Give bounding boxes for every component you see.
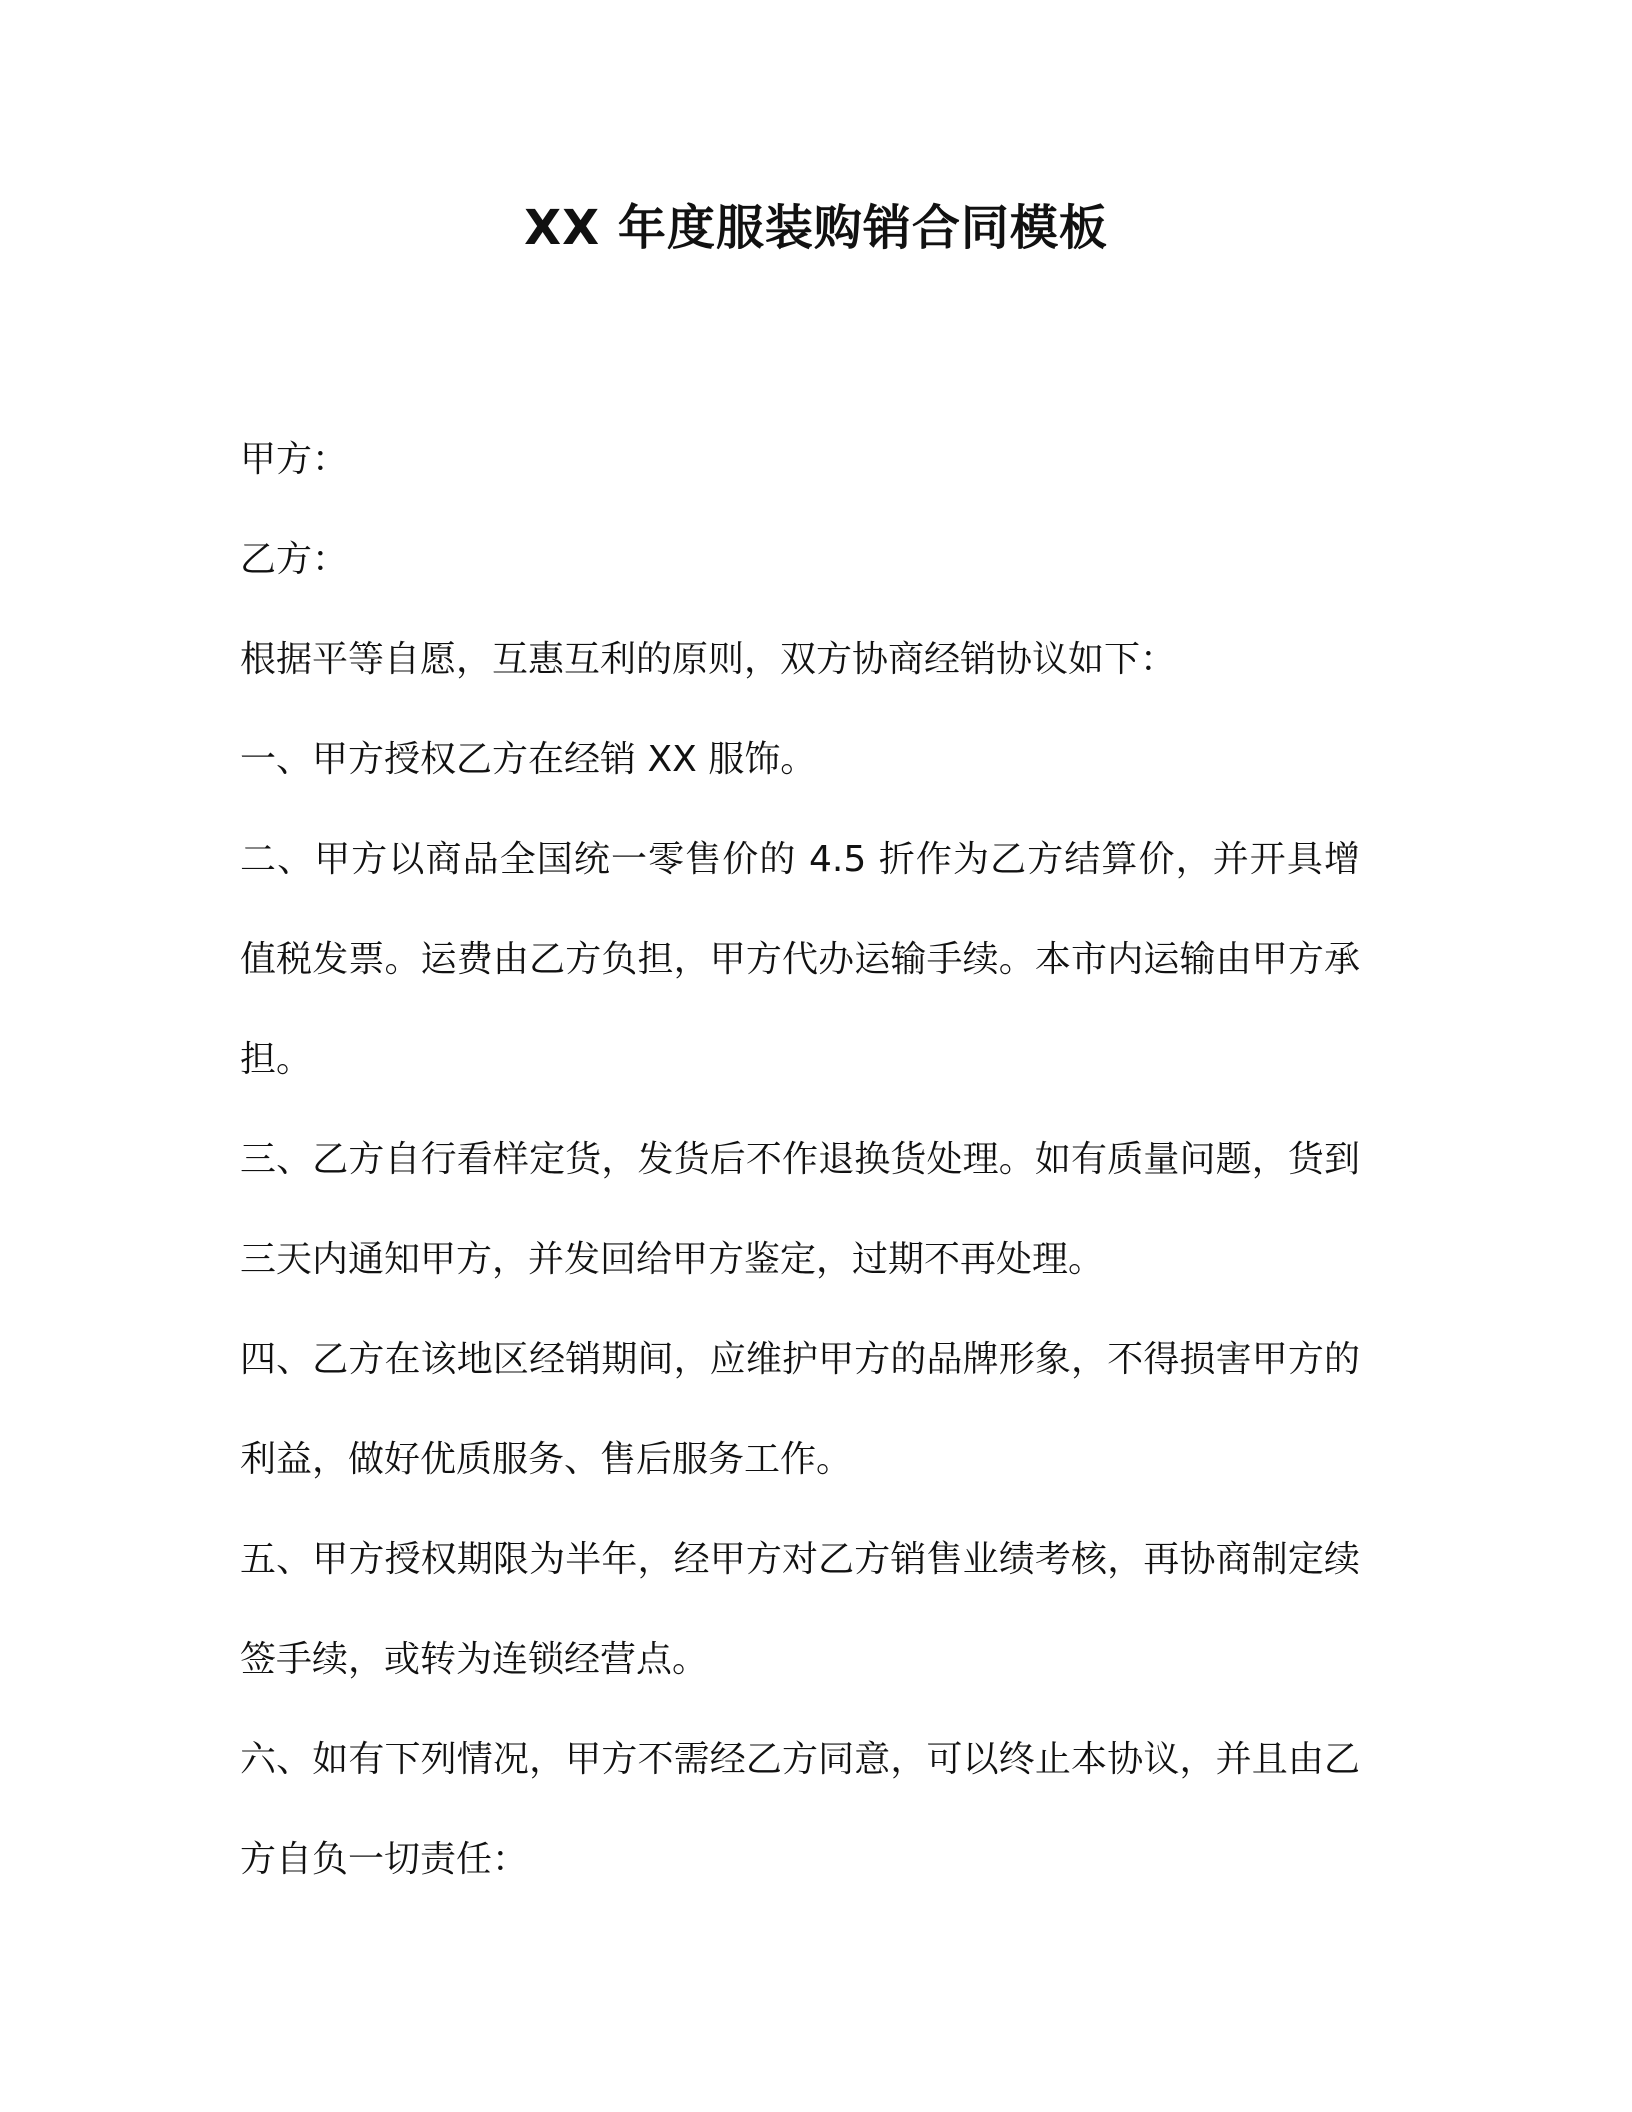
- party-b-line: 乙方：: [240, 539, 349, 580]
- clause-5: 五、甲方授权期限为半年，经甲方对乙方销售业绩考核，再协商制定续签手续，或转为连锁经营点。: [240, 1539, 1360, 1680]
- document-body: [240, 410, 1360, 1910]
- party-a-line: 甲方：: [240, 439, 349, 480]
- clause-4: 四、乙方在该地区经销期间，应维护甲方的品牌形象，不得损害甲方的利益，做好优质服务、售后服务工作。: [240, 1339, 1360, 1480]
- document-title: XX 年度服装购销合同模板: [524, 200, 1108, 256]
- clause-2: 二、甲方以商品全国统一零售价的 4.5 折作为乙方结算价，并开具增值税发票。运费由乙方负担，甲方代办运输手续。本市内运输由甲方承担。: [240, 839, 1360, 1080]
- clause-6: 六、如有下列情况，甲方不需经乙方同意，可以终止本协议，并且由乙方自负一切责任：: [240, 1739, 1360, 1880]
- clause-3: 三、乙方自行看样定货，发货后不作退换货处理。如有质量问题，货到三天内通知甲方，并发回给甲方鉴定，过期不再处理。: [240, 1139, 1360, 1280]
- clause-1: 一、甲方授权乙方在经销 XX 服饰。: [240, 739, 817, 780]
- preamble-paragraph: 根据平等自愿，互惠互利的原则，双方协商经销协议如下：: [240, 639, 1177, 680]
